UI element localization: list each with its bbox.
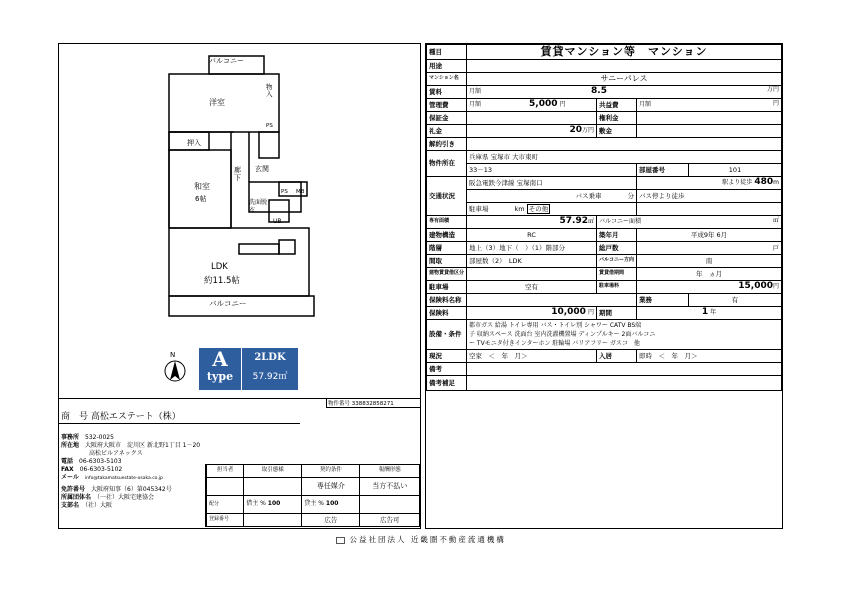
parking-fee: 15,000 bbox=[738, 281, 773, 292]
property-no-label: 物件番号 bbox=[328, 401, 351, 407]
loc-1: 兵庫県 宝塚市 大市東町 bbox=[467, 151, 782, 164]
mail-label: メール bbox=[61, 474, 79, 481]
ldk-size-label: 約11.5帖 bbox=[204, 276, 240, 286]
ins-period: 1 bbox=[701, 307, 709, 318]
other-business-label: 業務 bbox=[637, 294, 689, 307]
ldk-label: LDK bbox=[211, 262, 228, 272]
common-label: 共益費 bbox=[597, 99, 637, 112]
rent-label: 賃料 bbox=[427, 86, 467, 99]
balcony-bottom-label: バルコニー bbox=[209, 299, 247, 308]
building-name: サニーパレス bbox=[467, 73, 782, 86]
equip-label: 設備・条件 bbox=[427, 320, 467, 350]
owner-val: 100 bbox=[325, 500, 339, 508]
mgmt-value: 5,000 bbox=[529, 99, 558, 110]
ub-label: UB bbox=[273, 218, 282, 225]
other-business-val: 有 bbox=[689, 294, 782, 307]
footer-text: 公益社団法人 近畿圏不動産流通機構 bbox=[349, 535, 506, 544]
type-letter: A bbox=[212, 347, 228, 371]
equip-1: 都市ガス 給湯 トイレ専用 バス・トイレ別 シャワー CATV BS端 bbox=[469, 322, 642, 329]
mgmt-pre: 月額 bbox=[469, 101, 482, 109]
sub-label: 登録番号 bbox=[207, 514, 244, 527]
type-label: 種目 bbox=[427, 45, 467, 60]
ins-unit: 円 bbox=[588, 309, 595, 317]
traffic-label: 交通状況 bbox=[427, 177, 467, 216]
company-name: 高松エステート（株） bbox=[90, 412, 181, 422]
area-value: 57.92 bbox=[559, 216, 588, 227]
balcony-top-label: バルコニー bbox=[209, 57, 244, 65]
terms-grid bbox=[205, 464, 420, 527]
shiki-label: 敷金 bbox=[597, 125, 637, 138]
layout: 部屋数（2） LDK bbox=[467, 255, 597, 268]
grid-head-3: 報酬形態 bbox=[360, 465, 420, 478]
loc-2: 33－13 bbox=[467, 164, 637, 177]
type-badge bbox=[199, 348, 241, 390]
parking-unit: 円 bbox=[772, 283, 779, 291]
ad-val: 広告可 bbox=[360, 514, 420, 527]
units-unit: 戸 bbox=[637, 242, 782, 255]
guar-label: 保険料名称 bbox=[427, 294, 467, 307]
area-text: 57.92㎡ bbox=[252, 372, 288, 382]
floor-plan-panel bbox=[58, 43, 421, 529]
building: 高松ビルアネックス bbox=[89, 450, 143, 457]
struct-label: 建物構造 bbox=[427, 229, 467, 242]
ad-label: 広告 bbox=[302, 514, 360, 527]
loc-label: 物件所在 bbox=[427, 151, 467, 177]
company-label: 商 号 bbox=[61, 412, 89, 422]
western-room-label: 洋室 bbox=[209, 98, 225, 107]
property-details-panel bbox=[425, 43, 783, 529]
property-number-box bbox=[326, 399, 420, 408]
mgmt-label: 管理費 bbox=[427, 99, 467, 112]
parking-label: 駐車場 bbox=[427, 281, 467, 294]
direction-label: バルコニー方向 bbox=[597, 255, 637, 268]
mgmt-unit: 円 bbox=[559, 101, 566, 109]
tel-label: 電話 bbox=[61, 458, 74, 465]
use-label: 用途 bbox=[427, 60, 467, 73]
association-logo-icon bbox=[336, 537, 345, 544]
zip: 532-0025 bbox=[85, 434, 114, 441]
notes2-label: 備考補足 bbox=[427, 376, 467, 391]
mb-label: MB bbox=[296, 189, 305, 195]
fee-form: 当方不払い bbox=[360, 478, 420, 496]
office-label: 事務所 bbox=[61, 434, 80, 441]
address-label: 所在地 bbox=[61, 442, 80, 449]
layout-text: 2LDK bbox=[254, 352, 286, 363]
japanese-room-label: 和室 bbox=[194, 182, 210, 191]
assoc-label: 所属団体名 bbox=[61, 494, 92, 501]
layout-badge bbox=[242, 348, 298, 390]
busstop-label: バス停より徒歩 bbox=[639, 191, 685, 200]
rent-pre: 月額 bbox=[469, 88, 482, 96]
gift-label: 礼金 bbox=[427, 125, 467, 138]
room-label: 部屋番号 bbox=[637, 164, 689, 177]
notes-label: 備考 bbox=[427, 363, 467, 376]
japanese-size-label: 6帖 bbox=[195, 195, 207, 203]
branch: （社）大阪 bbox=[85, 502, 113, 509]
conditions: 専任媒介 bbox=[302, 478, 360, 496]
owner-label: 貸主 bbox=[304, 500, 317, 508]
struct: RC bbox=[467, 229, 597, 242]
ins-label: 保険料 bbox=[427, 307, 467, 320]
rent-value: 8.5 bbox=[591, 86, 607, 97]
north-label: N bbox=[170, 351, 176, 359]
dist-label: 配分 bbox=[207, 496, 244, 514]
walk-unit: m bbox=[773, 179, 779, 187]
wash-label: 洗面脱衣 bbox=[249, 199, 268, 214]
grid-head-0: 担当者 bbox=[207, 465, 244, 478]
status-date: ＜ 年 月＞ bbox=[488, 351, 528, 360]
amort-label: 解約引き bbox=[427, 138, 467, 151]
oshiire-label: 押入 bbox=[187, 139, 201, 147]
units-label: 総戸数 bbox=[597, 242, 637, 255]
balcony-label: バルコニー面積 bbox=[599, 218, 642, 226]
entrance-label: 玄関 bbox=[255, 165, 269, 173]
area-unit: ㎡ bbox=[588, 218, 595, 226]
type-word: type bbox=[206, 370, 234, 383]
fax-label: FAX bbox=[61, 466, 74, 473]
move-date: ＜ 年 月＞ bbox=[658, 351, 698, 360]
period-label: 賃貸借期間 bbox=[597, 268, 637, 281]
pct: % bbox=[260, 500, 266, 508]
walk-value: 480 bbox=[754, 177, 774, 188]
built-label: 築年月 bbox=[597, 229, 637, 242]
equip-3: ー TVモニタ付きインターホン 駐輪場 バリアフリー ガスコ 他 bbox=[469, 340, 640, 347]
common-pre: 月額 bbox=[639, 101, 652, 109]
balcony-unit: ㎡ bbox=[772, 217, 779, 225]
license: 大阪府知事（6）第045342号 bbox=[91, 486, 172, 493]
bus-label: バス乗車 bbox=[575, 191, 602, 200]
status-label: 現況 bbox=[427, 350, 467, 363]
period: 年 ヵ月 bbox=[637, 268, 782, 281]
name-label: マンション名 bbox=[427, 73, 467, 86]
other-label: その他 bbox=[528, 204, 549, 213]
ps2-label: PS bbox=[281, 189, 288, 195]
move-label: 入居 bbox=[597, 350, 637, 363]
km: km bbox=[514, 204, 525, 213]
ins-period-label: 期間 bbox=[597, 307, 637, 320]
common-unit: 円 bbox=[772, 100, 779, 108]
area-label: 専有面積 bbox=[427, 216, 467, 229]
parking-fee-label: 駐車場料 bbox=[597, 281, 637, 294]
property-no: 338832858271 bbox=[351, 401, 394, 407]
class-label: 建物賃貸借区分 bbox=[427, 268, 467, 281]
key-label: 権利金 bbox=[597, 112, 637, 125]
carstop-label: 駐車場 bbox=[469, 204, 489, 213]
ps-label: PS bbox=[266, 123, 273, 129]
station: 宝塚南口 bbox=[516, 178, 543, 187]
rent-unit: 万円 bbox=[766, 86, 779, 94]
company-row bbox=[61, 409, 181, 422]
address: 大阪府大阪市 淀川区 新北野1丁目 1－20 bbox=[85, 442, 201, 449]
assoc: （一社）大阪宅建協会 bbox=[97, 494, 155, 501]
ins-year: 年 bbox=[710, 309, 717, 317]
branch-label: 支部名 bbox=[61, 502, 80, 509]
walk-label: 駅より徒歩 bbox=[722, 179, 753, 187]
grid-head-1: 取引態様 bbox=[244, 465, 302, 478]
footer bbox=[0, 534, 842, 545]
parking: 空有 bbox=[467, 281, 597, 294]
company-info bbox=[59, 398, 420, 524]
deposit-label: 保証金 bbox=[427, 112, 467, 125]
north-arrow-icon bbox=[164, 360, 186, 382]
storage-label: 物入 bbox=[266, 83, 273, 99]
hall-label: 廊下 bbox=[234, 166, 241, 183]
grid-head-2: 契約条件 bbox=[302, 465, 360, 478]
line: 阪急電鉄今津線 bbox=[469, 178, 515, 187]
direction: 南 bbox=[637, 255, 782, 268]
built: 平成9年 6月 bbox=[637, 229, 782, 242]
tenant-val: 100 bbox=[267, 500, 281, 508]
tenant-label: 借主 bbox=[246, 500, 259, 508]
move: 即時 bbox=[639, 351, 653, 360]
floors-label: 階層 bbox=[427, 242, 467, 255]
status: 空家 bbox=[469, 351, 483, 360]
pct2: % bbox=[318, 500, 324, 508]
fax: 06-6303-5102 bbox=[79, 466, 123, 473]
bus-min: 分 bbox=[627, 191, 635, 200]
tel: 06-6303-5103 bbox=[79, 458, 122, 465]
gift-unit: 万円 bbox=[582, 127, 595, 135]
room-no: 101 bbox=[689, 164, 782, 177]
gift-value: 20 bbox=[569, 125, 582, 136]
mail: info@takamatsuestate-osaka.co.jp bbox=[84, 476, 163, 481]
layout-label: 間取 bbox=[427, 255, 467, 268]
floors: 地上（3）地下（ ）（1）階部分 bbox=[467, 242, 597, 255]
property-type: 賃貸マンション等 マンション bbox=[467, 45, 782, 60]
license-label: 免許番号 bbox=[61, 486, 86, 493]
ins-value: 10,000 bbox=[551, 307, 586, 318]
equip-2: 子 収納スペース 洗面台 室内洗濯機置場 ディンプルキー 2面バルコニ bbox=[469, 331, 656, 338]
